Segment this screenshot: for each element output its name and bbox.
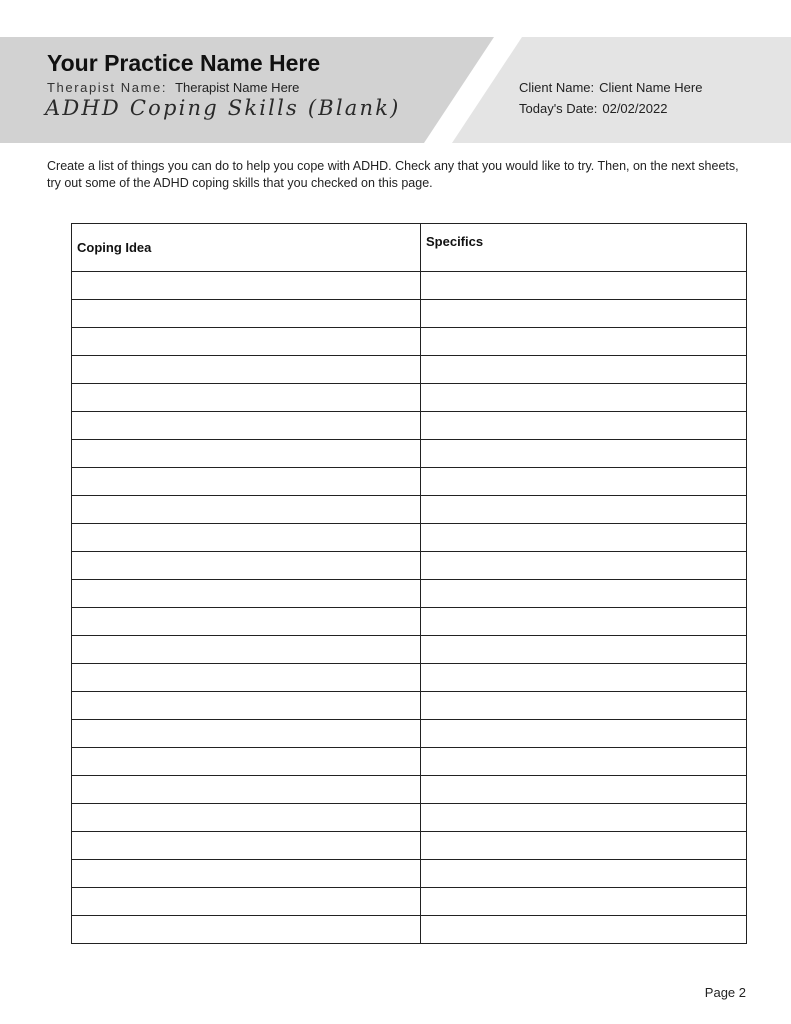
coping-idea-cell[interactable] xyxy=(72,552,421,580)
coping-idea-cell[interactable] xyxy=(72,664,421,692)
table-row xyxy=(72,692,747,720)
table-row xyxy=(72,356,747,384)
table-row xyxy=(72,776,747,804)
specifics-cell[interactable] xyxy=(421,272,747,300)
table-body xyxy=(72,272,747,944)
specifics-cell[interactable] xyxy=(421,748,747,776)
specifics-cell[interactable] xyxy=(421,468,747,496)
therapist-name[interactable]: Therapist Name Here xyxy=(175,80,300,95)
coping-idea-cell[interactable] xyxy=(72,412,421,440)
table-row xyxy=(72,552,747,580)
coping-idea-cell[interactable] xyxy=(72,916,421,944)
table-row xyxy=(72,272,747,300)
table-row xyxy=(72,916,747,944)
specifics-cell[interactable] xyxy=(421,804,747,832)
specifics-cell[interactable] xyxy=(421,720,747,748)
date-label: Today's Date: xyxy=(519,101,598,116)
client-name[interactable]: Client Name Here xyxy=(599,80,703,95)
specifics-cell[interactable] xyxy=(421,496,747,524)
table-row xyxy=(72,860,747,888)
table-row xyxy=(72,524,747,552)
coping-idea-cell[interactable] xyxy=(72,860,421,888)
instructions: Create a list of things you can do to help you cope with ADHD. Check any that you would like to try. Then, on the next sheets, try out some of the ADHD coping skills that you checked on this page. xyxy=(47,159,739,190)
coping-idea-cell[interactable] xyxy=(72,636,421,664)
coping-idea-cell[interactable] xyxy=(72,748,421,776)
specifics-cell[interactable] xyxy=(421,356,747,384)
specifics-cell[interactable] xyxy=(421,552,747,580)
coping-idea-cell[interactable] xyxy=(72,580,421,608)
column-header-coping-idea: Coping Idea xyxy=(72,224,421,272)
coping-idea-cell[interactable] xyxy=(72,832,421,860)
therapist-label: Therapist Name: xyxy=(47,80,168,95)
coping-idea-cell[interactable] xyxy=(72,720,421,748)
date-value[interactable]: 02/02/2022 xyxy=(602,101,668,116)
client-line xyxy=(519,80,702,95)
coping-idea-cell[interactable] xyxy=(72,300,421,328)
specifics-cell[interactable] xyxy=(421,524,747,552)
practice-name: Your Practice Name Here xyxy=(47,50,321,76)
table-row xyxy=(72,384,747,412)
table-row xyxy=(72,608,747,636)
coping-idea-cell[interactable] xyxy=(72,384,421,412)
specifics-cell[interactable] xyxy=(421,860,747,888)
coping-idea-cell[interactable] xyxy=(72,692,421,720)
table-header-row xyxy=(72,224,747,272)
coping-idea-cell[interactable] xyxy=(72,272,421,300)
specifics-cell[interactable] xyxy=(421,776,747,804)
specifics-cell[interactable] xyxy=(421,692,747,720)
specifics-cell[interactable] xyxy=(421,384,747,412)
specifics-cell[interactable] xyxy=(421,832,747,860)
specifics-cell[interactable] xyxy=(421,636,747,664)
column-header-specifics: Specifics xyxy=(421,224,747,272)
table-row xyxy=(72,328,747,356)
specifics-cell[interactable] xyxy=(421,916,747,944)
table-row xyxy=(72,440,747,468)
coping-skills-table xyxy=(71,223,747,944)
coping-idea-cell[interactable] xyxy=(72,496,421,524)
table-row xyxy=(72,412,747,440)
page-number: Page 2 xyxy=(704,985,746,1000)
table-row xyxy=(72,748,747,776)
coping-idea-cell[interactable] xyxy=(72,356,421,384)
table-row xyxy=(72,832,747,860)
table-row xyxy=(72,664,747,692)
coping-idea-cell[interactable] xyxy=(72,468,421,496)
therapist-line xyxy=(47,80,299,95)
specifics-cell[interactable] xyxy=(421,440,747,468)
table-row xyxy=(72,300,747,328)
coping-idea-cell[interactable] xyxy=(72,440,421,468)
coping-idea-cell[interactable] xyxy=(72,608,421,636)
specifics-cell[interactable] xyxy=(421,412,747,440)
specifics-cell[interactable] xyxy=(421,328,747,356)
specifics-cell[interactable] xyxy=(421,580,747,608)
table-row xyxy=(72,888,747,916)
table-row xyxy=(72,720,747,748)
coping-idea-cell[interactable] xyxy=(72,888,421,916)
document-title: ADHD Coping Skills (Blank) xyxy=(45,96,401,120)
coping-idea-cell[interactable] xyxy=(72,776,421,804)
table-row xyxy=(72,804,747,832)
specifics-cell[interactable] xyxy=(421,888,747,916)
table-row xyxy=(72,468,747,496)
coping-idea-cell[interactable] xyxy=(72,804,421,832)
coping-idea-cell[interactable] xyxy=(72,328,421,356)
table-row xyxy=(72,636,747,664)
table-row xyxy=(72,496,747,524)
client-label: Client Name: xyxy=(519,80,595,95)
date-line xyxy=(519,101,667,116)
specifics-cell[interactable] xyxy=(421,608,747,636)
coping-idea-cell[interactable] xyxy=(72,524,421,552)
specifics-cell[interactable] xyxy=(421,664,747,692)
table-row xyxy=(72,580,747,608)
specifics-cell[interactable] xyxy=(421,300,747,328)
